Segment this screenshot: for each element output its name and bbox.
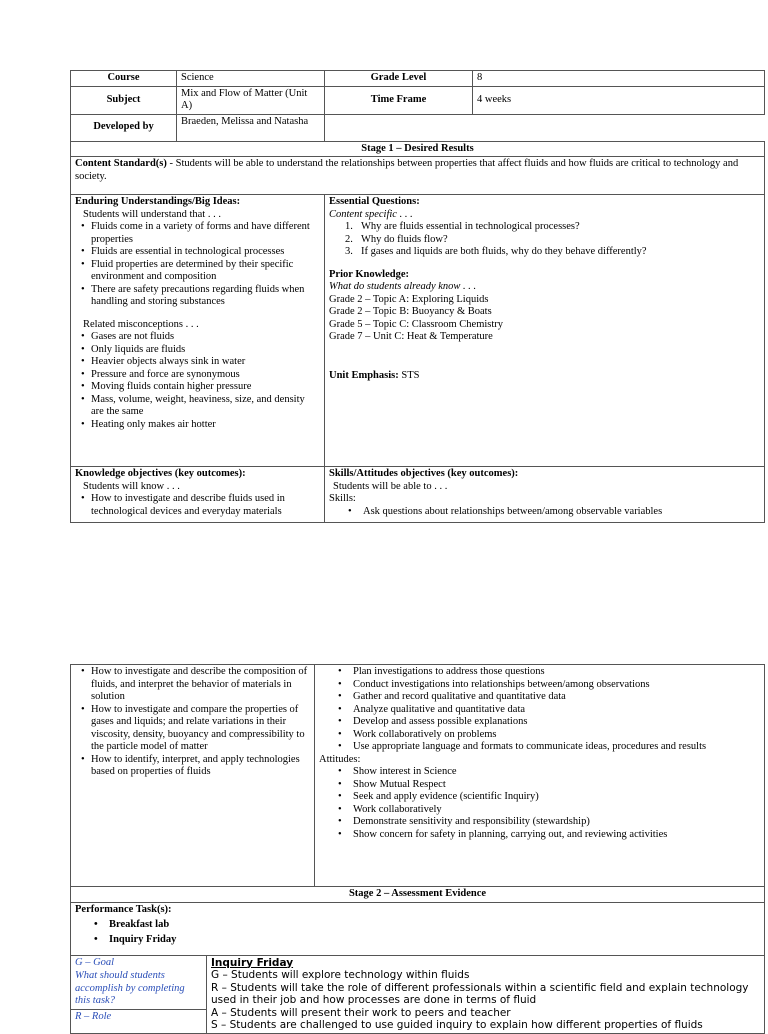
prior-item: Grade 7 – Unit C: Heat & Temperature <box>329 331 493 342</box>
misconception-item: • Mass, volume, weight, heaviness, size, and density are the same <box>79 394 320 419</box>
skill-item: • Work collaboratively on problems <box>333 729 760 742</box>
prior-item: Grade 2 – Topic A: Exploring Liquids <box>329 293 489 305</box>
misconceptions-intro: Related misconceptions . . . <box>83 318 199 330</box>
performance-tasks-cell <box>71 902 765 955</box>
skill-item: • Plan investigations to address those questions <box>333 666 760 679</box>
page-1 <box>70 70 764 523</box>
goal-label: G – Goal <box>75 956 115 968</box>
skills-objectives-cell <box>325 467 765 523</box>
attitude-item: • Show concern for safety in planning, carrying out, and reviewing activities <box>333 829 760 842</box>
skill-item: • Use appropriate language and formats to communicate ideas, procedures and results <box>333 741 760 754</box>
prior-title: Prior Knowledge: <box>329 268 410 280</box>
enduring-item: • Fluids come in a variety of forms and have different properties <box>79 221 320 246</box>
skills-objectives-cont <box>315 665 765 887</box>
page-2 <box>70 664 764 1034</box>
developer-label: Developed by <box>71 114 177 141</box>
knowledge-item: • How to investigate and describe fluids used in technological devices and everyday materials <box>79 493 320 518</box>
attitude-item: • Show interest in Science <box>333 766 760 779</box>
inquiry-line: R – Students will take the role of different professionals within a scientific field and explain technology used in their job and how processes are done in terms of fluid <box>211 981 749 1006</box>
timeframe-value: 4 weeks <box>473 86 765 114</box>
developer-value: Braeden, Melissa and Natasha <box>177 114 325 141</box>
grasps-goal-cell <box>71 955 207 1033</box>
enduring-title: Enduring Understandings/Big Ideas: <box>75 196 241 207</box>
enduring-item: • Fluids are essential in technological processes <box>79 246 320 259</box>
skill-item: • Conduct investigations into relationships between/among observations <box>333 679 760 692</box>
knowledge-item: • How to investigate and describe the composition of fluids, and interpret the behavior of materials in solution <box>79 666 310 704</box>
inquiry-friday-cell <box>207 955 765 1033</box>
content-standard <box>71 157 765 195</box>
essential-questions-cell <box>325 195 765 467</box>
content-standard-text: - Students will be able to understand the relationships between properties that affect fluids and how fluids are critical to technology and society. <box>75 158 739 182</box>
skill-item: • Develop and assess possible explanations <box>333 716 760 729</box>
unit-plan-table-2 <box>70 664 765 1034</box>
misconception-item: • Only liquids are fluids <box>79 344 320 357</box>
grade-label: Grade Level <box>325 71 473 87</box>
skill-item: • Gather and record qualitative and quantitative data <box>333 691 760 704</box>
performance-title: Performance Task(s): <box>75 903 172 915</box>
knowledge-item: • How to investigate and compare the properties of gases and liquids; and relate variations in their viscosity, density, buoyancy and compressibility to the particle model of matter <box>79 704 310 754</box>
essential-item: 3. If gases and liquids are both fluids, why do they behave differently? <box>345 246 647 257</box>
attitude-item: • Seek and apply evidence (scientific Inquiry) <box>333 791 760 804</box>
inquiry-title: Inquiry Friday <box>211 956 294 969</box>
prior-item: Grade 5 – Topic C: Classroom Chemistry <box>329 318 504 330</box>
essential-intro: Content specific . . . <box>329 208 413 220</box>
prior-item: Grade 2 – Topic B: Buoyancy & Boats <box>329 306 492 317</box>
misconception-item: • Heating only makes air hotter <box>79 419 320 432</box>
enduring-intro: Students will understand that . . . <box>83 208 221 220</box>
subject-value: Mix and Flow of Matter (Unit A) <box>177 86 325 114</box>
skills-title: Skills/Attitudes objectives (key outcomes): <box>329 468 519 479</box>
timeframe-label: Time Frame <box>325 86 473 114</box>
essential-title: Essential Questions: <box>329 196 420 207</box>
misconception-item: • Gases are not fluids <box>79 331 320 344</box>
grade-value: 8 <box>473 71 765 87</box>
prior-intro: What do students already know . . . <box>329 281 477 292</box>
attitude-item: • Show Mutual Respect <box>333 779 760 792</box>
knowledge-objectives-cell <box>71 467 325 523</box>
skill-item: • Ask questions about relationships between/among observable variables <box>343 506 760 519</box>
knowledge-title: Knowledge objectives (key outcomes): <box>75 468 246 479</box>
skill-item: • Analyze qualitative and quantitative data <box>333 704 760 717</box>
misconception-item: • Moving fluids contain higher pressure <box>79 381 320 394</box>
enduring-item: • There are safety precautions regarding fluids when handling and storing substances <box>79 284 320 309</box>
role-label: R – Role <box>71 1009 206 1025</box>
stage2-title: Stage 2 – Assessment Evidence <box>71 887 765 903</box>
skills-intro: Students will be able to . . . <box>333 480 448 492</box>
inquiry-line: S – Students are challenged to use guided inquiry to explain how different properties of fluids <box>211 1019 703 1031</box>
enduring-understandings-cell <box>71 195 325 467</box>
attitude-item: • Work collaboratively <box>333 804 760 817</box>
enduring-item: • Fluid properties are determined by their specific environment and composition <box>79 259 320 284</box>
subject-label: Subject <box>71 86 177 114</box>
inquiry-line: A – Students will present their work to peers and teacher <box>211 1006 511 1019</box>
skills-label: Skills: <box>329 493 356 504</box>
essential-item: 2. Why do fluids flow? <box>345 233 448 245</box>
knowledge-intro: Students will know . . . <box>83 480 180 492</box>
course-value: Science <box>177 71 325 87</box>
attitude-item: • Demonstrate sensitivity and responsibility (stewardship) <box>333 816 760 829</box>
unit-emphasis: Unit Emphasis: STS <box>329 369 420 381</box>
misconception-item: • Heavier objects always sink in water <box>79 356 320 369</box>
misconception-item: • Pressure and force are synonymous <box>79 369 320 382</box>
attitudes-label: Attitudes: <box>319 753 361 765</box>
inquiry-line: G – Students will explore technology within fluids <box>211 969 470 981</box>
goal-question: What should students accomplish by completing this task? <box>75 970 185 1006</box>
essential-item: 1. Why are fluids essential in technological processes? <box>345 221 580 232</box>
course-label: Course <box>71 71 177 87</box>
unit-plan-table-1 <box>70 70 765 523</box>
knowledge-objectives-cont <box>71 665 315 887</box>
performance-item: • Inquiry Friday <box>89 932 760 947</box>
knowledge-item: • How to identify, interpret, and apply technologies based on properties of fluids <box>79 754 310 779</box>
performance-item: • Breakfast lab <box>89 917 760 932</box>
stage1-title: Stage 1 – Desired Results <box>71 141 765 157</box>
content-standard-label: Content Standard(s) <box>75 158 167 169</box>
empty-cell <box>325 114 765 141</box>
